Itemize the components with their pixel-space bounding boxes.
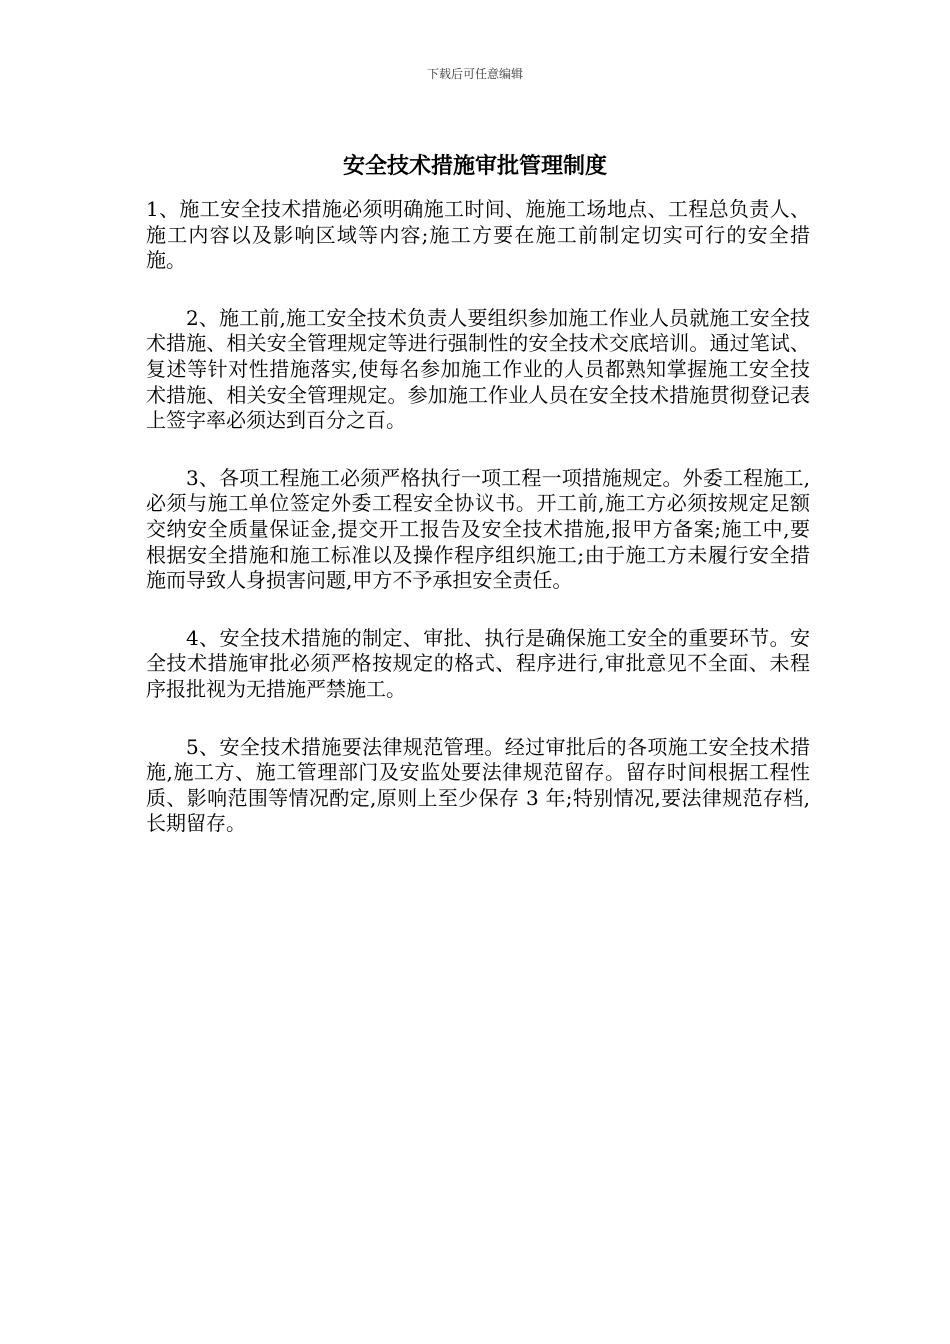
paragraph-4: 4、安全技术措施的制定、审批、执行是确保施工安全的重要环节。安全技术措施审批必须严格按规定的格式、程序进行,审批意见不全面、未程序报批视为无措施严禁施工。 [146,625,810,701]
paragraph-2: 2、施工前,施工安全技术负责人要组织参加施工作业人员就施工安全技术措施、相关安全管理规定等进行强制性的安全技术交底培训。通过笔试、复述等针对性措施落实,使每名参加施工作业的人员都熟知掌握施工安全技术措施、相关安全管理规定。参加施工作业人员在安全技术措施贯彻登记表上签字率必须达到百分之百。 [146,305,810,433]
document-title: 安全技术措施审批管理制度 [342,154,607,179]
paragraph-5: 5、安全技术措施要法律规范管理。经过审批后的各项施工安全技术措施,施工方、施工管理部门及安监处要法律规范留存。留存时间根据工程性质、影响范围等情况酌定,原则上至少保存 3 年;特别情况,要法律规范存档,长期留存。 [146,734,810,836]
paragraph-1: 1、施工安全技术措施必须明确施工时间、施施工场地点、工程总负责人、施工内容以及影响区域等内容;施工方要在施工前制定切实可行的安全措施。 [146,197,810,273]
paragraph-3: 3、各项工程施工必须严格执行一项工程一项措施规定。外委工程施工,必须与施工单位签定外委工程安全协议书。开工前,施工方必须按规定足额交纳安全质量保证金,提交开工报告及安全技术措施,报甲方备案;施工中,要根据安全措施和施工标准以及操作程序组织施工;由于施工方未履行安全措施而导致人身损害问题,甲方不予承担安全责任。 [146,465,810,593]
header-note: 下载后可任意编辑 [426,67,523,81]
document-body [146,197,810,869]
